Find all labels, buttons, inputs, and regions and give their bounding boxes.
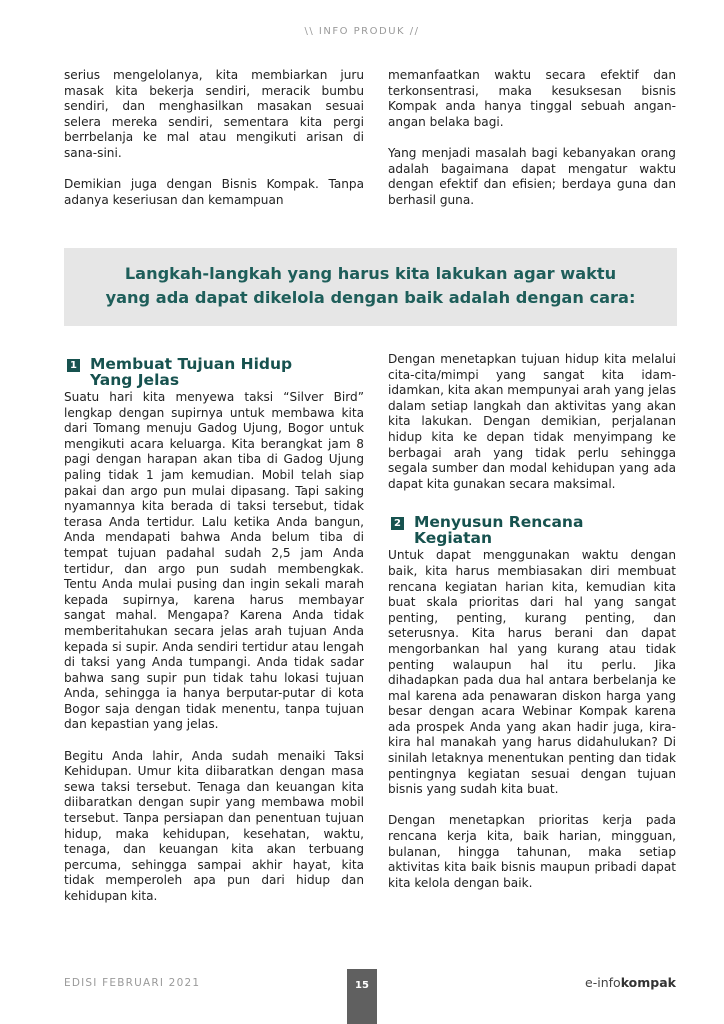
paragraph: serius mengelolanya, kita membiarkan juru masak kita bekerja sendiri, meracik bumbu sendiri, dan menghasilkan masakan sesuai selera mereka sendiri, sementara kita pergi berrbelanja ke mal atau mengikuti arisan di sana-sini.	[64, 68, 364, 160]
section-title-line: Yang Jelas	[90, 371, 180, 389]
brand-prefix: e-info	[585, 975, 621, 990]
page-number-tab	[347, 969, 377, 1024]
section-title-line: Kegiatan	[414, 529, 493, 548]
paragraph: Yang menjadi masalah bagi kebanyakan orang adalah bagaimana dapat mengatur waktu dengan efektif dan efisien; berdaya guna dan berhasil guna.	[388, 145, 676, 207]
banner-heading	[74, 262, 667, 310]
top-right-column	[388, 68, 676, 208]
page-number: 15	[355, 980, 369, 991]
brand-bold: kompak	[620, 975, 676, 990]
section-title	[64, 356, 364, 388]
paragraph: Untuk dapat menggunakan waktu dengan baik, kita harus membiasakan diri membuat rencana kegiatan harian kita, kemudian kita buat skala prioritas dari hal yang sangat penting, penting, kurang penting, dan seterusnya. Kita harus berani dan dapat mengorbankan hal yang kurang atau tidak penting walaupun hal itu perlu. Jika dihadapkan pada dua hal antara berbelanja ke mal karena ada penawaran diskon harga yang besar dengan acara Webinar Kompak karena ada prospek Anda yang akan hadir juga, kira-kira hal manakah yang harus didahulukan? Di sinilah letaknya menentukan penting dan tidak pentingnya kegiatan sesuai dengan tujuan bisnis yang sudah kita buat.	[388, 548, 676, 797]
paragraph: Suatu hari kita menyewa taksi “Silver Bird” lengkap dengan supirnya untuk membawa kita dari Tomang menuju Gadog Ujung, Bogor untuk mengikuti acara keluarga. Kita berangkat jam 8 pagi dengan harapan akan tiba di Gadog Ujung paling tidak 1 jam kemudian. Mobil telah siap pakai dan argo pun mulai dipasang. Tapi saking nyamannya kita berada di taksi tersebut, tidak terasa Anda tertidur. Lalu ketika Anda bangun, Anda mendapati bahwa Anda belum tiba di tempat tujuan padahal sudah 2,5 jam Anda tertidur, dan argo pun sudah membengkak. Tentu Anda mulai pusing dan ingin sekali marah kepada supirnya, karena harus membayar sangat mahal. Mengapa? Karena Anda tidak memberitahukan secara jelas arah tujuan Anda kepada si supir. Anda sendiri tertidur atau lengah di taksi yang Anda tumpangi. Anda tidak sadar bahwa sang supir pun tidak tahu lokasi tujuan Anda, sehingga ia hanya berputar-putar di kota Bogor saja dengan tidak menentu, tanpa tujuan dan kepastian yang jelas.	[64, 390, 364, 732]
left-column	[64, 356, 364, 905]
highlight-banner	[64, 248, 677, 326]
section-header: \\ INFO PRODUK //	[304, 26, 420, 37]
paragraph: Dengan menetapkan prioritas kerja pada rencana kerja kita, baik harian, mingguan, bulanan, hingga tahunan, maka setiap aktivitas kita baik bisnis maupun pribadi dapat kita kelola dengan baik.	[388, 813, 676, 890]
edition-label: EDISI FEBRUARI 2021	[64, 977, 201, 989]
section-title-line: Membuat Tujuan Hidup	[90, 355, 293, 373]
paragraph: Demikian juga dengan Bisnis Kompak. Tanpa adanya keseriusan dan kemampuan	[64, 177, 364, 207]
paragraph: Dengan menetapkan tujuan hidup kita melalui cita-cita/mimpi yang sangat kita idam-idamkan, kita akan mempunyai arah yang jelas dalam setiap langkah dan aktivitas yang akan kita lakukan. Dengan demikian, perjalanan hidup kita ke depan tidak menyimpang ke berbagai arah yang tidak perlu sehingga segala sumber dan modal kehidupan yang ada dapat kita gunakan secara maksimal.	[388, 352, 676, 491]
section-number-badge: 1	[67, 359, 80, 372]
section-number-badge: 2	[391, 517, 404, 530]
right-column	[388, 352, 676, 891]
top-left-column	[64, 68, 364, 208]
section-title	[388, 514, 676, 546]
brand-logo	[530, 975, 676, 990]
banner-line: Langkah-langkah yang harus kita lakukan agar waktu	[124, 264, 617, 283]
banner-line: yang ada dapat dikelola dengan baik adalah dengan cara:	[105, 288, 636, 307]
section-title-line: Menyusun Rencana	[414, 513, 584, 532]
paragraph: memanfaatkan waktu secara efektif dan terkonsentrasi, maka kesuksesan bisnis Kompak anda hanya tinggal sebuah angan-angan belaka bagi.	[388, 68, 676, 129]
paragraph: Begitu Anda lahir, Anda sudah menaiki Taksi Kehidupan. Umur kita diibaratkan dengan masa sewa taksi tersebut. Tenaga dan keuangan kita diibaratkan dengan supir yang membawa mobil tersebut. Tanpa persiapan dan penentuan tujuan hidup, maka kehidupan, kesehatan, waktu, tenaga, dan keuangan kita akan terbuang percuma, sehingga sampai akhir hayat, kita tidak memperoleh apa pun dari hidup dan kehidupan kita.	[64, 748, 364, 903]
